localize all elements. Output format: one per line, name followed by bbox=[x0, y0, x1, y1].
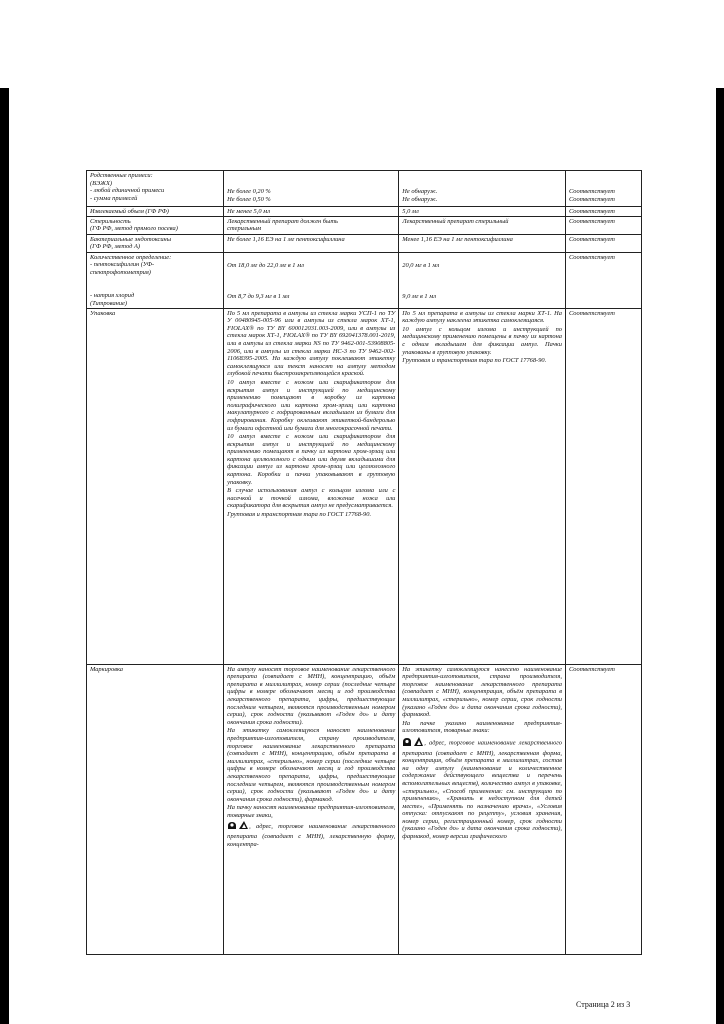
cell-volume-spec bbox=[224, 207, 399, 217]
packaging-status: Соответствует bbox=[569, 309, 615, 317]
table-row-packaging bbox=[87, 308, 642, 664]
cell-endotoxins-spec bbox=[224, 234, 399, 252]
packaging-spec-pack: 10 ампул вместе с ножом или скарификатором для вскрытия ампул и инструкцией по медицинскому применению помещают в пачку из картона хром-эрзац или картона целлюлозного с одним или двумя вкладышами для фиксации ампул из картона хром-эрзац или целлюлозного картона. Коробки и пачки упаковывают в групповую упаковку. bbox=[227, 433, 396, 486]
volume-spec: Не менее 5,0 мл bbox=[227, 208, 271, 215]
impurities-result-single: Не обнаруж. bbox=[402, 188, 438, 195]
cell-impurities-result bbox=[399, 171, 566, 207]
impurities-single: - любой единичной примеси bbox=[90, 187, 165, 195]
impurities-status-sum: Соответствует bbox=[569, 195, 615, 203]
labeling-name: Маркировка bbox=[90, 665, 123, 673]
packaging-spec-knife: В случае использования ампул с кольцом излома или с насечкой и точкой излома, вложение ножа или скарификатора для вскрытия ампул не предусматривается. bbox=[227, 487, 396, 510]
cell-packaging-status bbox=[566, 308, 642, 664]
labeling-result-pack: На пачке указано наименование предприятия-изготовителя, товарные знаки: bbox=[402, 719, 562, 735]
packaging-spec-box: 10 ампул вместе с ножом или скарификатором для вскрытия ампул и инструкцией по медицинскому применению помещают в коробку из картона полиграфического или картона хром-эрзац или картона макулатурного с гофрированным вкладышем из бумаги для гофрирования. Коробку оклеивают этикеткой-бандеролью из бумаги офсетной или бумаги для многокрасочной печати. bbox=[227, 378, 396, 432]
specification-table bbox=[86, 170, 642, 955]
cell-assay-result bbox=[399, 252, 566, 308]
sterility-status: Соответствует bbox=[569, 217, 615, 225]
assay-nacl: - натрия хлорид bbox=[90, 292, 135, 300]
cell-packaging-name bbox=[87, 308, 224, 664]
cell-endotoxins-name bbox=[87, 234, 224, 252]
labeling-result-address-text: , адрес, торговое наименование лекарственного препарата (совпадает с МНН), лекарственная форма, концентрация, объём препарата в миллилитрах, состав на одну ампулу (наименование и количественное содержание действующего вещества и перечень вспомогательных веществ), количество ампул в упаковке, «стерильно», «Способ применения: см. инструкцию по применению», «Хранить в недоступном для детей месте», «Применять по назначению врача», «Условия отпуска: отпускают по рецепту», условия хранения, номер серии, регистрационный номер, срок годности (указано «Годен до» и дата окончания срока годности), фармакод, номер версии графического bbox=[402, 739, 562, 841]
cell-labeling-result bbox=[399, 664, 566, 954]
cell-assay-status bbox=[566, 252, 642, 308]
assay-status: Соответствует bbox=[569, 253, 615, 261]
page-number: Страница 2 из 3 bbox=[576, 1000, 631, 1009]
impurities-title: Родственные примеси: bbox=[90, 172, 153, 179]
impurities-sum: - сумма примесей bbox=[90, 194, 138, 202]
labeling-status: Соответствует bbox=[569, 665, 615, 673]
labeling-spec-address-text: , адрес, торговое наименование лекарственного препарата (совпадает с МНН), лекарственную форму, концентра- bbox=[227, 823, 396, 848]
labeling-spec-address bbox=[227, 820, 395, 848]
assay-result-pentox: 20,0 мг в 1 мл bbox=[402, 261, 440, 269]
packaging-spec-ampoules: По 5 мл препарата в ампулы из стекла марки УСП-1 по ТУ У 00480945-005-96 или в ампулы из стекла марок ХТ-1, FIOLAX® по ТУ BY 600012031.003-2009, или в ампулы из стекла марок ХТ-1, FIOLAX® по ТУ BY 692041378.001-2019, или в ампулы из стекла марки NS по ТУ 9462-001-53908805-2006, или в ампулы из стекла марки НС-3 по ТУ 9462-002-11068395-2005. На каждую ампулу поклеивают этикетку самоклеящуюся или текст наносят на ампулу методом глубокой печати быстрозакрепляющейся краской. bbox=[227, 309, 396, 378]
volume-name: Извлекаемый объем (ГФ РФ) bbox=[90, 208, 169, 215]
volume-status: Соответствует bbox=[569, 208, 615, 215]
cell-impurities-name bbox=[87, 171, 224, 207]
cell-endotoxins-result bbox=[399, 234, 566, 252]
cell-assay-name bbox=[87, 252, 224, 308]
sterility-method: (ГФ РФ, метод прямого посева) bbox=[90, 225, 178, 233]
packaging-spec-transport: Групповая и транспортная тара по ГОСТ 17768-90. bbox=[227, 511, 372, 519]
cell-endotoxins-status bbox=[566, 234, 642, 252]
table-row-sterility bbox=[87, 216, 642, 234]
cell-labeling-spec bbox=[224, 664, 399, 954]
cell-labeling-name bbox=[87, 664, 224, 954]
labeling-result-address bbox=[402, 736, 562, 841]
assay-spec-nacl: От 8,7 до 9,3 мг в 1 мл bbox=[227, 293, 290, 301]
scan-edge-right bbox=[716, 88, 724, 1024]
assay-nacl-method: (Титрование) bbox=[90, 299, 127, 307]
impurities-result-sum: Не обнаруж. bbox=[402, 195, 438, 203]
labeling-spec-pack: На пачку наносят наименование предприятия-изготовителя, товарные знаки, bbox=[227, 804, 396, 819]
cell-labeling-status bbox=[566, 664, 642, 954]
cell-sterility-status bbox=[566, 216, 642, 234]
cell-assay-spec bbox=[224, 252, 399, 308]
volume-result: 5,0 мл bbox=[402, 208, 419, 215]
labeling-result-label: На этикетку самоклеящуюся нанесено наименование предприятия-изготовителя, страна производителя, торговое наименование лекарственного препарата (совпадает с МНН), концентрация, объём препарата в миллилитрах, «стерильно», номер серии, срок годности (указано «Годен до» и дата окончания срока годности), фармакод. bbox=[402, 665, 562, 719]
scan-edge-left bbox=[0, 88, 9, 1024]
packaging-result-pack: 10 ампул с кольцом излома и инструкцией по медицинскому применению помещены в пачку из картона с одним вкладышем для фиксации ампул. Пачки упакованы в групповую упаковку. bbox=[402, 325, 562, 356]
trademark-icon bbox=[227, 820, 249, 833]
assay-title: Количественное определение: bbox=[90, 253, 172, 261]
endotoxins-result: Менее 1,16 ЕЭ на 1 мг пентоксифиллина bbox=[402, 235, 513, 243]
table-row-labeling bbox=[87, 664, 642, 954]
endotoxins-status: Соответствует bbox=[569, 235, 615, 243]
cell-volume-status bbox=[566, 207, 642, 217]
impurities-spec-single: Не более 0,20 % bbox=[227, 188, 271, 195]
labeling-spec-label: На этикетку самоклеящуюся наносят наименование предприятия-изготовителя, страну производителя, торговое наименование лекарственного препарата (совпадает с МНН), концентрацию, объём препарата в миллилитрах, «стерильно», номер серии (последние четыре цифры в номере обозначают месяц и год производства лекарственного препарата, цифры, предшествующие последним четырем, являются производственным номером серии), срок годности (указывают «Годен до» и дату окончания срока годности), фармакод. bbox=[227, 727, 396, 803]
sterility-name: Стерильность bbox=[90, 217, 131, 225]
sterility-spec-2: стерильным bbox=[227, 225, 262, 233]
assay-pentox-method: спектрофотометрия) bbox=[90, 268, 151, 276]
assay-spec-pentox: От 18,0 мг до 22,0 мг в 1 мл bbox=[227, 261, 304, 269]
cell-packaging-result bbox=[399, 308, 566, 664]
cell-impurities-spec bbox=[224, 171, 399, 207]
assay-pentox: - пентоксифиллин (УФ- bbox=[90, 261, 155, 269]
cell-impurities-status bbox=[566, 171, 642, 207]
trademark-icon bbox=[402, 736, 424, 750]
cell-volume-name bbox=[87, 207, 224, 217]
impurities-spec-sum: Не более 0,50 % bbox=[227, 195, 271, 203]
impurities-status-single: Соответствует bbox=[569, 188, 615, 195]
cell-sterility-name bbox=[87, 216, 224, 234]
packaging-name: Упаковка bbox=[90, 309, 116, 317]
table-row-volume bbox=[87, 207, 642, 217]
cell-volume-result bbox=[399, 207, 566, 217]
table-row-impurities bbox=[87, 171, 642, 207]
impurities-method: (ВЭЖХ) bbox=[90, 179, 113, 187]
endotoxins-name: Бактериальные эндотоксины bbox=[90, 235, 172, 243]
sterility-result: Лекарственный препарат стерильный bbox=[402, 217, 509, 225]
assay-result-nacl: 9,0 мг в 1 мл bbox=[402, 293, 437, 301]
endotoxins-spec: Не более 1,16 ЕЭ на 1 мг пентоксифиллина bbox=[227, 235, 345, 243]
cell-packaging-spec bbox=[224, 308, 399, 664]
labeling-spec-ampoule: На ампулу наносят торговое наименование лекарственного препарата (совпадает с МНН), концентрацию, объём препарата в миллилитрах, номер серии (последние четыре цифры в номере обозначают месяц и год производства лекарственного препарата, цифры, предшествующие последним четырем, являются производственным номером серии), срок годности (указывают «Годен до» и дату окончания срока годности). bbox=[227, 665, 396, 726]
packaging-result-ampoules: По 5 мл препарата в ампулы из стекла марки ХТ-1. На каждую ампулу наклеена этикетка самоклеящаяся. bbox=[402, 309, 562, 325]
endotoxins-method: (ГФ РФ, метод А) bbox=[90, 243, 140, 251]
cell-sterility-result bbox=[399, 216, 566, 234]
table-row-assay bbox=[87, 252, 642, 308]
cell-sterility-spec bbox=[224, 216, 399, 234]
packaging-result-transport: Групповая и транспортная тара по ГОСТ 17768-90. bbox=[402, 357, 547, 365]
table-row-endotoxins bbox=[87, 234, 642, 252]
sterility-spec-1: Лекарственный препарат должен быть bbox=[227, 217, 338, 225]
